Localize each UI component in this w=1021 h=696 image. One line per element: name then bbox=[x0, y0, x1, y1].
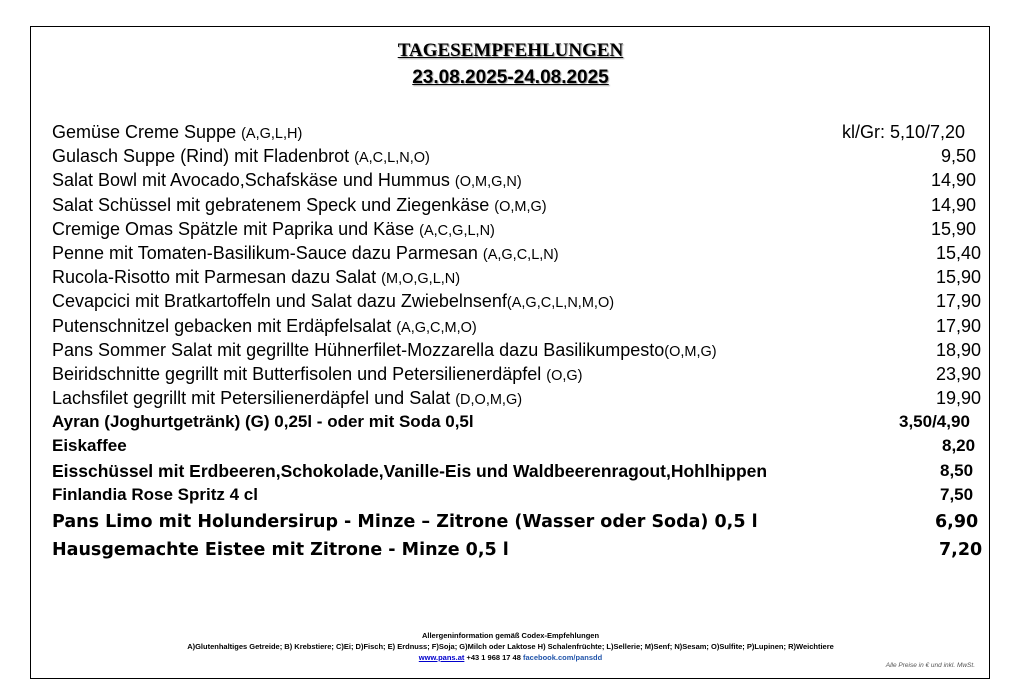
menu-list bbox=[52, 120, 992, 566]
contact-line bbox=[0, 653, 1021, 662]
item-allergens: (A,G,L,H) bbox=[241, 126, 303, 142]
item-name: Pans Limo mit Holundersirup - Minze – Zitrone (Wasser oder Soda) 0,5 l bbox=[52, 512, 758, 532]
item-name: Lachsfilet gegrillt mit Petersilienerdäpfel und Salat (D,O,M,G) bbox=[52, 388, 523, 409]
page-title: TAGESEMPFEHLUNGEN bbox=[397, 40, 624, 61]
menu-item bbox=[52, 338, 992, 362]
item-name: Ayran (Joghurtgetränk) (G) 0,25l - oder mit Soda 0,5l bbox=[52, 412, 474, 432]
item-name: Salat Schüssel mit gebratenem Speck und Ziegenkäse (O,M,G) bbox=[52, 194, 547, 215]
menu-item bbox=[52, 265, 992, 289]
item-allergens: (O,M,G) bbox=[494, 198, 547, 215]
item-name: Penne mit Tomaten-Basilikum-Sauce dazu Parmesan (A,G,C,L,N) bbox=[52, 242, 559, 263]
item-name: Hausgemachte Eistee mit Zitrone - Minze 0,5 l bbox=[52, 540, 509, 560]
item-price: 18,90 bbox=[936, 339, 982, 360]
item-price: 14,90 bbox=[931, 194, 977, 215]
menu-item bbox=[52, 217, 992, 241]
item-allergens: (M,O,G,L,N) bbox=[381, 271, 461, 288]
price-note: Alle Preise in € und inkl. MwSt. bbox=[885, 662, 975, 669]
item-allergens: (A,C,L,N,O) bbox=[354, 150, 430, 167]
item-name: Eisschüssel mit Erdbeeren,Schokolade,Vanille-Eis und Waldbeerenragout,Hohlhippen bbox=[52, 460, 768, 481]
item-price: 15,90 bbox=[936, 267, 982, 288]
item-price: 14,90 bbox=[931, 170, 977, 191]
date-range: 23.08.2025-24.08.2025 bbox=[412, 67, 609, 88]
item-name: Salat Bowl mit Avocado,Schafskäse und Hummus (O,M,G,N) bbox=[52, 170, 522, 191]
menu-item bbox=[52, 314, 992, 338]
menu-item bbox=[52, 483, 992, 507]
menu-item bbox=[52, 193, 992, 217]
phone-number: +43 1 968 17 48 bbox=[466, 653, 521, 662]
item-price: 23,90 bbox=[936, 363, 982, 384]
menu-item bbox=[52, 538, 992, 566]
item-price: 15,90 bbox=[931, 218, 977, 239]
menu-item bbox=[52, 289, 992, 313]
menu-item bbox=[52, 410, 992, 434]
menu-item bbox=[52, 168, 992, 192]
item-name: Cremige Omas Spätzle mit Paprika und Käse (A,C,G,L,N) bbox=[52, 218, 495, 239]
allergen-legend: A)Glutenhaltiges Getreide; B) Krebstiere; C)Ei; D)Fisch; E) Erdnuss; F)Soja; G)Milch oder Laktose H) Schalenfrüchte; L)Sellerie; M)Senf; N)Sesam; O)Sulfite; P)Lupinen; R)Weichtiere bbox=[187, 642, 834, 651]
item-allergens: (A,C,G,L,N) bbox=[419, 222, 495, 239]
item-name: Pans Sommer Salat mit gegrillte Hühnerfilet-Mozzarella dazu Basilikumpesto(O,M,G) bbox=[52, 339, 717, 360]
item-price: 19,90 bbox=[936, 388, 982, 409]
item-price: 7,20 bbox=[939, 540, 983, 560]
menu-item bbox=[52, 386, 992, 410]
item-price: 8,20 bbox=[942, 436, 976, 456]
item-allergens: (A,G,C,L,N) bbox=[482, 246, 559, 263]
item-price: 9,50 bbox=[941, 146, 977, 167]
item-price: 17,90 bbox=[936, 315, 982, 336]
item-price: 6,90 bbox=[935, 512, 979, 532]
item-name: Eiskaffee bbox=[52, 436, 127, 456]
menu-item bbox=[52, 510, 992, 538]
item-name: Finlandia Rose Spritz 4 cl bbox=[52, 484, 258, 504]
item-allergens: (O,M,G,N) bbox=[454, 174, 522, 191]
item-name: Cevapcici mit Bratkartoffeln und Salat dazu Zwiebelnsenf(A,G,C,L,N,M,O) bbox=[52, 291, 615, 312]
item-price: 3,50/4,90 bbox=[899, 412, 970, 432]
item-allergens: (O,M,G) bbox=[664, 343, 717, 360]
menu-item bbox=[52, 120, 992, 144]
facebook-link[interactable]: facebook.com/pansdd bbox=[523, 653, 603, 662]
item-allergens: (O,G) bbox=[546, 367, 583, 384]
item-name: Gulasch Suppe (Rind) mit Fladenbrot (A,C,L,N,O) bbox=[52, 146, 430, 167]
item-name: Rucola-Risotto mit Parmesan dazu Salat (M,O,G,L,N) bbox=[52, 267, 461, 288]
menu-item bbox=[52, 459, 992, 483]
menu-item bbox=[52, 362, 992, 386]
website-link[interactable]: www.pans.at bbox=[418, 653, 465, 662]
menu-item bbox=[52, 434, 992, 458]
item-allergens: (A,G,C,L,N,M,O) bbox=[506, 295, 615, 312]
item-price: 8,50 bbox=[940, 460, 974, 480]
item-allergens: (A,G,C,M,O) bbox=[396, 319, 477, 336]
menu-item bbox=[52, 144, 992, 168]
item-price: 7,50 bbox=[940, 484, 974, 504]
item-name: Beiridschnitte gegrillt mit Butterfisolen und Petersilienerdäpfel (O,G) bbox=[52, 363, 583, 384]
item-name: Putenschnitzel gebacken mit Erdäpfelsalat (A,G,C,M,O) bbox=[52, 315, 477, 336]
item-allergens: (D,O,M,G) bbox=[455, 392, 523, 409]
item-price: kl/Gr: 5,10/7,20 bbox=[842, 122, 966, 142]
item-price: 17,90 bbox=[936, 291, 982, 312]
item-price: 15,40 bbox=[936, 242, 982, 263]
menu-item bbox=[52, 241, 992, 265]
item-name: Gemüse Creme Suppe (A,G,L,H) bbox=[52, 122, 303, 142]
allergen-heading: Allergeninformation gemäß Codex-Empfehlungen bbox=[421, 631, 600, 640]
